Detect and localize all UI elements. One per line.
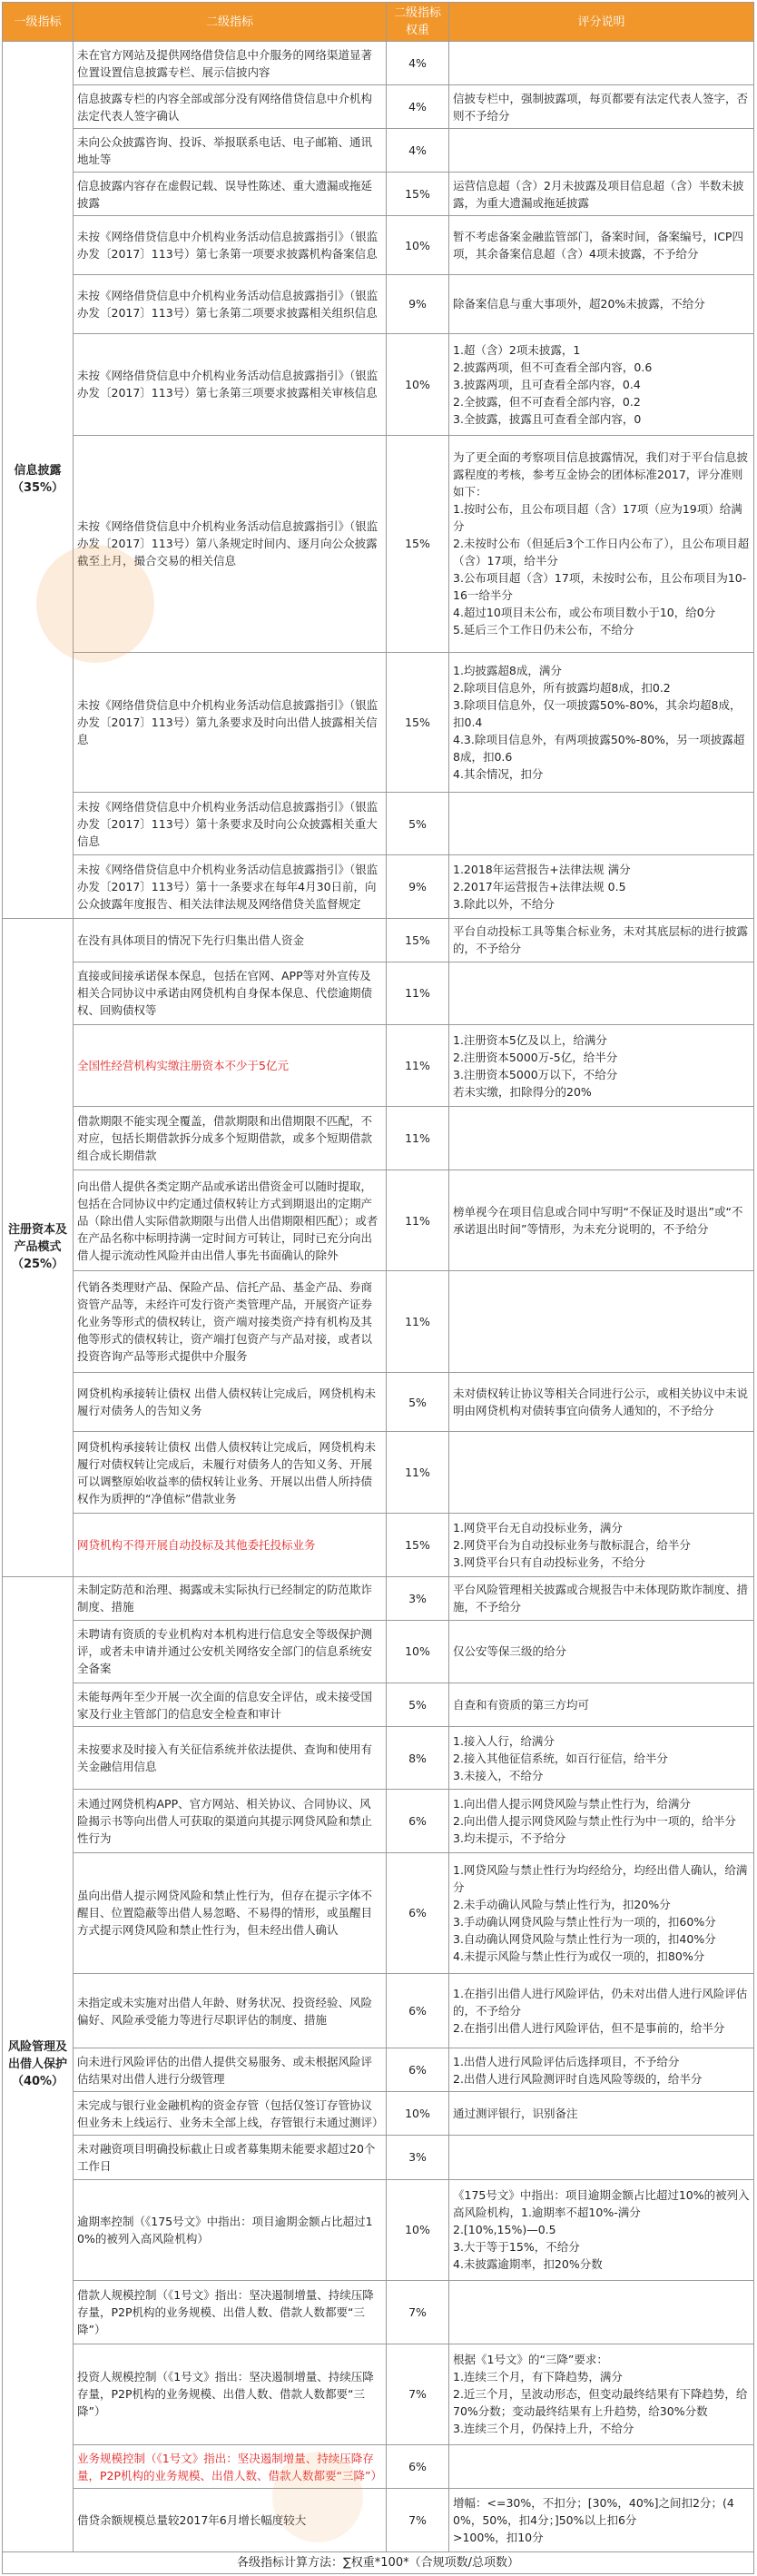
table-row [3, 173, 754, 216]
table-row [3, 1431, 754, 1514]
weight-cell: 9% [387, 855, 449, 918]
level2-indicator: 未按《网络借贷信息中介机构业务活动信息披露指引》（银监办发〔2017〕113号）第八条规定时间内、逐月向公众披露截至上月，撮合交易的相关信息 [74, 435, 387, 652]
level2-indicator: 未对融资项目明确投标截止日或者募集期未能要求超过20个工作日 [74, 2136, 387, 2179]
level2-indicator: 借贷余额规模总量较2017年6月增长幅度较大 [74, 2489, 387, 2552]
weight-cell: 8% [387, 1727, 449, 1790]
scoring-remark [449, 2281, 754, 2344]
scoring-remark [449, 1431, 754, 1514]
header-weight: 二级指标权重 [387, 3, 449, 42]
weight-cell: 7% [387, 2281, 449, 2344]
level2-indicator: 未按要求及时接入有关征信系统并依法提供、查询和使用有关金融信用信息 [74, 1727, 387, 1790]
level2-indicator: 未指定或未实施对出借人年龄、财务状况、投资经验、风险偏好、风险承受能力等进行尽职评估的制度、措施 [74, 1973, 387, 2048]
level2-indicator: 网贷机构承接转让债权 出借人债权转让完成后，网贷机构未履行对债权转让完成后，未履行对债务人的告知义务、开展可以调整原始收益率的债权转让业务、开展以出借人所持债权作为质押的“净值标”借款业务 [74, 1431, 387, 1514]
table-row [3, 2344, 754, 2445]
weight-cell: 11% [387, 1170, 449, 1271]
level2-indicator: 未按《网络借贷信息中介机构业务活动信息披露指引》（银监办发〔2017〕113号）第七条第二项要求披露相关组织信息 [74, 275, 387, 334]
scoring-remark [449, 792, 754, 854]
weight-cell: 4% [387, 85, 449, 129]
table-row [3, 918, 754, 962]
scoring-remark: 1.出借人进行风险评估后选择项目，不予给分 2.出借人进行风险测评时自选风险等级的，给半分 [449, 2048, 754, 2092]
weight-cell: 15% [387, 173, 449, 216]
table-row [3, 1973, 754, 2048]
table-row [3, 2092, 754, 2136]
scoring-remark: 自查和有资质的第三方均可 [449, 1683, 754, 1727]
scoring-remark: 《175号文》中指出：项目逾期金额占比超过10%的被列入高风险机构，1.逾期率不超10%-满分 2.[10%,15%)—0.5 3.大于等于15%，不给分 4.未披露逾期率，扣20%分数 [449, 2179, 754, 2281]
table-row [3, 435, 754, 652]
level2-indicator: 虽向出借人提示网贷风险和禁止性行为，但存在提示字体不醒目、位置隐蔽等出借人易忽略、不易得的情形，或虽醒目方式提示网贷风险和禁止性行为，但未经出借人确认 [74, 1852, 387, 1973]
table-row [3, 1024, 754, 1107]
table-row [3, 1107, 754, 1170]
index-table-container [2, 2, 753, 2574]
scoring-remark: 信披专栏中，强制披露项，每页都要有法定代表人签字，否则不予给分 [449, 85, 754, 129]
table-row [3, 2489, 754, 2552]
scoring-remark [449, 1271, 754, 1373]
header-level1: 一级指标 [3, 3, 74, 42]
weight-cell: 6% [387, 1973, 449, 2048]
table-body [3, 42, 754, 2552]
scoring-remark: 1.网贷风险与禁止性行为均经给分，均经出借人确认，给满分 2.未手动确认风险与禁止性行为，扣20%分 3.手动确认网贷风险与禁止性行为一项的，扣60%分 3.自动确认网贷风险与禁止性行为一项的，扣40%分 4.未提示风险与禁止性行为或仅一项的，扣80%分 [449, 1852, 754, 1973]
table-row [3, 2136, 754, 2179]
table-row [3, 333, 754, 435]
scoring-remark [449, 42, 754, 85]
level1-indicator: 风险管理及出借人保护（40%） [3, 1576, 74, 2551]
level2-indicator: 信息披露内容存在虚假记载、误导性陈述、重大遗漏或拖延披露 [74, 173, 387, 216]
level2-indicator: 未通过网贷机构APP、官方网站、相关协议、合同协议、风险揭示书等向出借人可获取的渠道向其提示网贷风险和禁止性行为 [74, 1790, 387, 1852]
weight-cell: 11% [387, 1107, 449, 1170]
weight-cell: 4% [387, 129, 449, 173]
weight-cell: 3% [387, 2136, 449, 2179]
header-level2: 二级指标 [74, 3, 387, 42]
level2-indicator: 未能每两年至少开展一次全面的信息安全评估，或未接受国家及行业主管部门的信息安全检查和审计 [74, 1683, 387, 1727]
table-row [3, 652, 754, 792]
weight-cell: 11% [387, 1024, 449, 1107]
table-row [3, 1727, 754, 1790]
level2-indicator: 未制定防范和治理、揭露或未实际执行已经制定的防范欺诈制度、措施 [74, 1576, 387, 1620]
level2-indicator: 信息披露专栏的内容全部或部分没有网络借贷信息中介机构法定代表人签字确认 [74, 85, 387, 129]
scoring-remark [449, 129, 754, 173]
scoring-remark: 未对债权转让协议等相关合同进行公示，或相关协议中未说明由网贷机构对债转事宜向债务人通知的，不予给分 [449, 1373, 754, 1432]
level2-indicator: 在没有具体项目的情况下先行归集出借人资金 [74, 918, 387, 962]
weight-cell: 4% [387, 42, 449, 85]
weight-cell: 10% [387, 2179, 449, 2281]
table-row [3, 855, 754, 918]
scoring-remark: 根据《1号文》的“三降”要求： 1.连续三个月，有下降趋势，满分 2.近三个月，呈波动形态，但变动最终结果有下降趋势，给70%分数；变动最终结果有上升趋势，给30%分数 3.连续三个月，仍保持上升，不给分 [449, 2344, 754, 2445]
scoring-remark: 1.超（含）2项未披露，1 2.披露两项，但不可查看全部内容，0.6 3.披露两项，且可查看全部内容，0.4 2.全披露，但不可查看全部内容，0.2 3.全披露，披露且可查看全部内容，0 [449, 333, 754, 435]
weight-cell: 15% [387, 1514, 449, 1576]
weight-cell: 10% [387, 333, 449, 435]
scoring-remark [449, 2136, 754, 2179]
table-row [3, 85, 754, 129]
table-row [3, 1852, 754, 1973]
level2-indicator: 未按《网络借贷信息中介机构业务活动信息披露指引》（银监办发〔2017〕113号）第九条要求及时向出借人披露相关信息 [74, 652, 387, 792]
weight-cell: 15% [387, 918, 449, 962]
footer-row [3, 2552, 754, 2574]
table-row [3, 129, 754, 173]
table-row [3, 1620, 754, 1683]
weight-cell: 9% [387, 275, 449, 334]
table-row [3, 1683, 754, 1727]
level2-indicator: 直接或间接承诺保本保息，包括在官网、APP等对外宣传及相关合同协议中承诺由网贷机构自身保本保息、代偿逾期债权、回购债权等 [74, 962, 387, 1024]
scoring-remark: 除备案信息与重大事项外，超20%未披露，不给分 [449, 275, 754, 334]
table-row [3, 792, 754, 854]
weight-cell: 11% [387, 962, 449, 1024]
scoring-remark: 平台风险管理相关披露或合规报告中未体现防欺诈制度、措施，不予给分 [449, 1576, 754, 1620]
level2-indicator: 借款期限不能实现全覆盖，借款期限和出借期限不匹配，不对应，包括长期借款拆分成多个短期借款，或多个短期借款组合成长期借款 [74, 1107, 387, 1170]
scoring-remark: 仅公安等保三级的给分 [449, 1620, 754, 1683]
table-row [3, 1271, 754, 1373]
scoring-remark: 1.均披露超8成，满分 2.除项目信息外，所有披露均超8成，扣0.2 3.除项目信息外，仅一项披露50%-80%，其余均超8成，扣0.4 4.3.除项目信息外，有两项披露50%-80%，另一项披露超8成，扣0.6 4.其余情况，扣分 [449, 652, 754, 792]
weight-cell: 3% [387, 1576, 449, 1620]
scoring-remark [449, 2445, 754, 2489]
table-row [3, 962, 754, 1024]
weight-cell: 6% [387, 1852, 449, 1973]
weight-cell: 10% [387, 216, 449, 275]
weight-cell: 15% [387, 435, 449, 652]
level1-indicator: 信息披露（35%） [3, 42, 74, 919]
weight-cell: 7% [387, 2344, 449, 2445]
scoring-remark: 运营信息超（含）2月未披露及项目信息超（含）半数未披露，为重大遗漏或拖延披露 [449, 173, 754, 216]
scoring-remark: 1.向出借人提示网贷风险与禁止性行为，给满分 2.向出借人提示网贷风险与禁止性行为中一项的，给半分 3.均未提示，不予给分 [449, 1790, 754, 1852]
level2-indicator: 网贷机构不得开展自动投标及其他委托投标业务 [74, 1514, 387, 1576]
scoring-remark: 1.2018年运营报告+法律法规 满分 2.2017年运营报告+法律法规 0.5 3.除此以外，不给分 [449, 855, 754, 918]
table-row [3, 1576, 754, 1620]
level2-indicator: 代销各类理财产品、保险产品、信托产品、基金产品、券商资管产品等，未经许可发行资产类管理产品，开展资产证券化业务等形式的债权转让，资产端对接类资产持有机构及其他等形式的债权转让，资产端打包资产与产品对接，或者以投资咨询产品等形式提供中介服务 [74, 1271, 387, 1373]
level2-indicator: 未按《网络借贷信息中介机构业务活动信息披露指引》（银监办发〔2017〕113号）第七条第三项要求披露相关审核信息 [74, 333, 387, 435]
weight-cell: 6% [387, 1790, 449, 1852]
table-row [3, 2179, 754, 2281]
table-row [3, 42, 754, 85]
weight-cell: 5% [387, 1683, 449, 1727]
level2-indicator: 未向公众披露咨询、投诉、举报联系电话、电子邮箱、通讯地址等 [74, 129, 387, 173]
level1-indicator: 注册资本及产品模式（25%） [3, 918, 74, 1576]
weight-cell: 11% [387, 1431, 449, 1514]
table-row [3, 1170, 754, 1271]
weight-cell: 5% [387, 1373, 449, 1432]
table-row [3, 1790, 754, 1852]
table-row [3, 2281, 754, 2344]
table-row [3, 2048, 754, 2092]
weight-cell: 11% [387, 1271, 449, 1373]
level2-indicator: 未在官方网站及提供网络借贷信息中介服务的网络渠道显著位置设置信息披露专栏、展示信披内容 [74, 42, 387, 85]
level2-indicator: 未按《网络借贷信息中介机构业务活动信息披露指引》（银监办发〔2017〕113号）第十一条要求在每年4月30日前，向公众披露年度报告、相关法律法规及网络借贷关监督规定 [74, 855, 387, 918]
scoring-remark: 增幅：<=30%，不扣分；[30%，40%]之间扣2分；(40%，50%，扣4分；]50%以上扣6分 >100%，扣10分 [449, 2489, 754, 2552]
table-header-row [3, 3, 754, 42]
table-row [3, 1373, 754, 1432]
level2-indicator: 未完成与银行业金融机构的资金存管（包括仅签订存管协议但业务未上线运行、业务未全部上线，存管银行未通过测评） [74, 2092, 387, 2136]
weight-cell: 10% [387, 2092, 449, 2136]
level2-indicator: 逾期率控制（《175号文》中指出：项目逾期金额占比超过10%的被列入高风险机构） [74, 2179, 387, 2281]
weight-cell: 7% [387, 2489, 449, 2552]
scoring-remark: 暂不考虑备案金融监管部门，备案时间，备案编号，ICP四项，其余备案信息超（含）4项未披露，不予给分 [449, 216, 754, 275]
scoring-remark: 平台自动投标工具等集合标业务，未对其底层标的进行披露的，不予给分 [449, 918, 754, 962]
level2-indicator: 向出借人提供各类定期产品或承诺出借资金可以随时提取，包括在合同协议中约定通过债权转让方式到期退出的定期产品（除出借人实际借款期限与出借人出借期限相匹配）；或者在产品名称中标明持满一定时间方可转让，同时已充分向出借人提示流动性风险并由出借人事先书面确认的除外 [74, 1170, 387, 1271]
level2-indicator: 未按《网络借贷信息中介机构业务活动信息披露指引》（银监办发〔2017〕113号）第十条要求及时向公众披露相关重大信息 [74, 792, 387, 854]
scoring-remark: 通过测评银行，识别备注 [449, 2092, 754, 2136]
scoring-remark: 1.在指引出借人进行风险评估，仍未对出借人进行风险评估的，不予给分 2.在指引出借人进行风险评估，但不是事前的，给半分 [449, 1973, 754, 2048]
scoring-remark: 1.接入人行，给满分 2.接入其他征信系统，如百行征信，给半分 3.未接入，不给分 [449, 1727, 754, 1790]
level2-indicator: 网贷机构承接转让债权 出借人债权转让完成后，网贷机构未履行对债务人的告知义务 [74, 1373, 387, 1432]
weight-cell: 5% [387, 792, 449, 854]
weight-cell: 10% [387, 1620, 449, 1683]
level2-indicator: 投资人规模控制（《1号文》指出：坚决遏制增量、持续压降存量，P2P机构的业务规模、出借人数、借款人数都要“三降”） [74, 2344, 387, 2445]
scoring-remark [449, 962, 754, 1024]
footer-formula: 各级指标计算方法：∑权重*100*（合规项数/总项数） [3, 2552, 754, 2574]
table-row [3, 275, 754, 334]
index-table [2, 2, 754, 2574]
table-row [3, 2445, 754, 2489]
level2-indicator: 向未进行风险评估的出借人提供交易服务、或未根据风险评估结果对出借人进行分级管理 [74, 2048, 387, 2092]
scoring-remark: 1.注册资本5亿及以上，给满分 2.注册资本5000万-5亿，给半分 3.注册资本5000万以下，不给分 若未实缴，扣除得分的20% [449, 1024, 754, 1107]
scoring-remark: 为了更全面的考察项目信息披露情况，我们对于平台信息披露程度的考核，参考互金协会的团体标准2017，评分准则如下： 1.按时公布，且公布项目超（含）17项（应为19项）给满分 2.未按时公布（但延后3个工作日内公布了），且公布项目超（含）17项，给半分 3.公布项目超（含）17项，未按时公布，且公布项目为10-16一给半分 4.超过10项目未公布，或公布项目数小于10，给0分 5.延后三个工作日仍未公布，不给分 [449, 435, 754, 652]
scoring-remark: 榜单视今在项目信息或合同中写明“不保证及时退出”或“不承诺退出时间”等情形，为未充分说明的，不予给分 [449, 1170, 754, 1271]
table-row [3, 1514, 754, 1576]
header-remark: 评分说明 [449, 3, 754, 42]
level2-indicator: 业务规模控制（《1号文》指出：坚决遏制增量、持续压降存量，P2P机构的业务规模、出借人数、借款人数都要“三降”） [74, 2445, 387, 2489]
level2-indicator: 未聘请有资质的专业机构对本机构进行信息安全等级保护测评，或者未申请并通过公安机关网络安全部门的信息系统安全备案 [74, 1620, 387, 1683]
level2-indicator: 全国性经营机构实缴注册资本不少于5亿元 [74, 1024, 387, 1107]
weight-cell: 6% [387, 2048, 449, 2092]
weight-cell: 6% [387, 2445, 449, 2489]
level2-indicator: 未按《网络借贷信息中介机构业务活动信息披露指引》（银监办发〔2017〕113号）第七条第一项要求披露机构备案信息 [74, 216, 387, 275]
scoring-remark [449, 1107, 754, 1170]
table-row [3, 216, 754, 275]
scoring-remark: 1.网贷平台无自动投标业务，满分 2.网贷平台为自动投标业务与散标混合，给半分 3.网贷平台只有自动投标业务，不给分 [449, 1514, 754, 1576]
level2-indicator: 借款人规模控制（《1号文》指出：坚决遏制增量、持续压降存量，P2P机构的业务规模、出借人数、借款人数都要“三降”） [74, 2281, 387, 2344]
weight-cell: 15% [387, 652, 449, 792]
